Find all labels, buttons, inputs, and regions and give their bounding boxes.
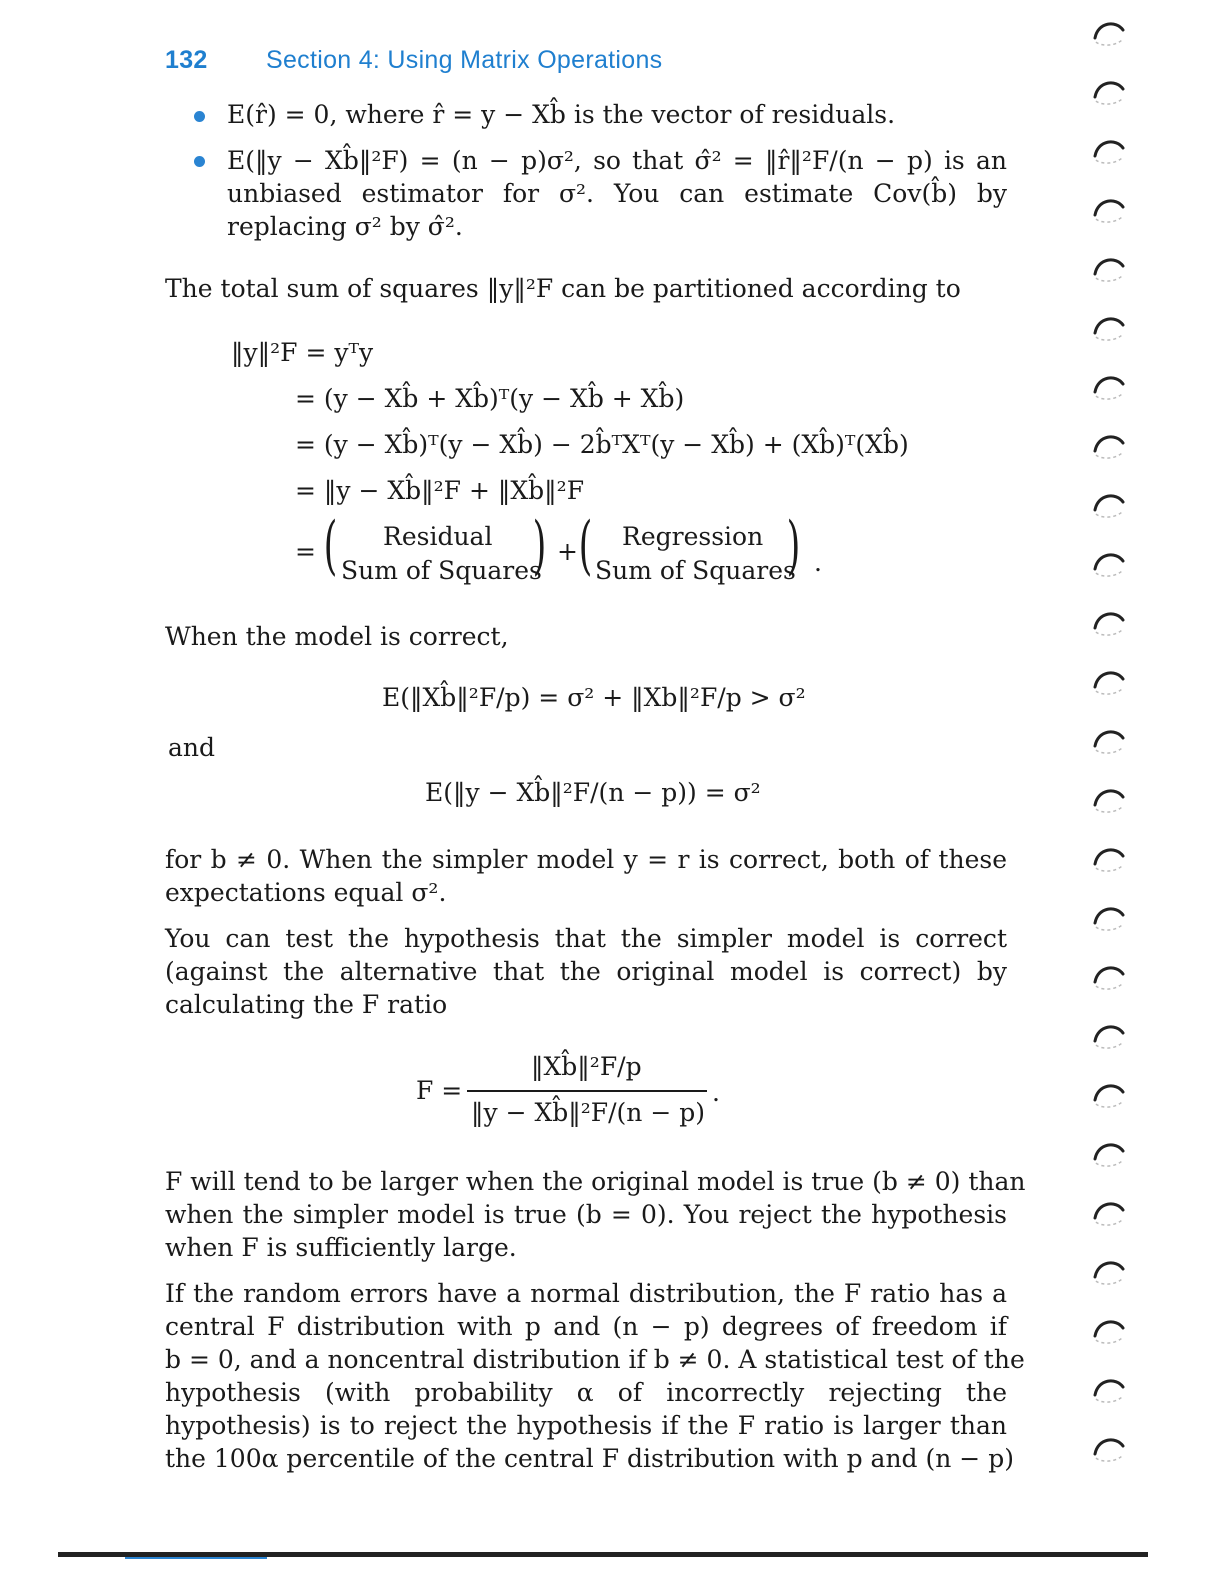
regression-label: Regression <box>622 522 764 551</box>
paragraph-6-line-5: hypothesis) is to reject the hypothesis if the F ratio is larger than <box>165 1411 1007 1440</box>
paragraph-4-line-2: (against the alternative that the original model is correct) by <box>165 957 1007 986</box>
equation-expectation-2: E(‖y − Xb̂‖²F/(n − p)) = σ² <box>425 778 761 807</box>
binding-ring-icon <box>1092 901 1126 935</box>
binding-ring-icon <box>1092 842 1126 876</box>
bottom-accent-rule <box>125 1557 267 1559</box>
binding-ring-icon <box>1092 1019 1126 1053</box>
binding-ring-icon <box>1092 429 1126 463</box>
binding-ring-icon <box>1092 75 1126 109</box>
paragraph-4-line-1: You can test the hypothesis that the simpler model is correct <box>165 924 1007 953</box>
paragraph-6-line-6: the 100α percentile of the central F distribution with p and (n − p) <box>165 1444 1014 1473</box>
binding-ring-icon <box>1092 1432 1126 1466</box>
binding-ring-icon <box>1092 665 1126 699</box>
paragraph-3-line-1: for b ≠ 0. When the simpler model y = r is correct, both of these <box>165 845 1007 874</box>
binding-ring-icon <box>1092 1196 1126 1230</box>
binding-ring-icon <box>1092 1373 1126 1407</box>
binding-ring-icon <box>1092 783 1126 817</box>
equation-expectation-1: E(‖Xb̂‖²F/p) = σ² + ‖Xb‖²F/p > σ² <box>382 683 806 712</box>
paragraph-3-line-2: expectations equal σ². <box>165 878 447 907</box>
section-title: Section 4: Using Matrix Operations <box>266 46 663 74</box>
binding-ring-icon <box>1092 547 1126 581</box>
page-number: 132 <box>165 46 208 74</box>
f-ratio-denominator: ‖y − Xb̂‖²F/(n − p) <box>471 1098 706 1127</box>
plus-sign: + <box>557 537 578 566</box>
bullet-2-line-2: unbiased estimator for σ². You can estimate Cov(b̂) by <box>227 179 1007 208</box>
f-ratio-lhs: F = <box>416 1076 463 1105</box>
paragraph-6-line-4: hypothesis (with probability α of incorrectly rejecting the <box>165 1378 1007 1407</box>
binding-ring-icon <box>1092 724 1126 758</box>
regression-sum-label: Sum of Squares <box>595 556 796 585</box>
right-paren: ) <box>532 509 547 583</box>
paragraph-5-line-1: F will tend to be larger when the original model is true (b ≠ 0) than <box>165 1167 1026 1196</box>
bullet-2-line-3: replacing σ² by σ̂². <box>227 212 463 241</box>
paragraph-5-line-2: when the simpler model is true (b = 0). You reject the hypothesis <box>165 1200 1007 1229</box>
equation-line-4: = ‖y − Xb̂‖²F + ‖Xb̂‖²F <box>295 476 585 505</box>
binding-ring-icon <box>1092 16 1126 50</box>
bullet-icon <box>194 156 205 167</box>
bullet-2-line-1: E(‖y − Xb̂‖²F) = (n − p)σ², so that σ̂² = ‖r̂‖²F/(n − p) is an <box>227 146 1007 175</box>
binding-ring-icon <box>1092 311 1126 345</box>
binding-ring-icon <box>1092 1137 1126 1171</box>
equals-sign: = <box>295 537 316 566</box>
paragraph-4-line-3: calculating the F ratio <box>165 990 448 1019</box>
binding-ring-icon <box>1092 1255 1126 1289</box>
equation-line-2: = (y − Xb̂ + Xb̂)ᵀ(y − Xb̂ + Xb̂) <box>295 384 685 413</box>
binding-ring-icon <box>1092 960 1126 994</box>
paragraph-total-sum: The total sum of squares ‖y‖²F can be partitioned according to <box>165 274 961 303</box>
equation-line-1: ‖y‖²F = yᵀy <box>231 338 374 367</box>
binding-ring-icon <box>1092 488 1126 522</box>
paragraph-model-correct: When the model is correct, <box>165 622 509 651</box>
paragraph-6-line-2: central F distribution with p and (n − p) degrees of freedom if <box>165 1312 1007 1341</box>
residual-label: Residual <box>383 522 493 551</box>
binding-ring-icon <box>1092 252 1126 286</box>
binding-ring-icon <box>1092 1314 1126 1348</box>
bullet-icon <box>194 111 205 122</box>
period: . <box>814 548 822 577</box>
binding-ring-icon <box>1092 370 1126 404</box>
paragraph-5-line-3: when F is sufficiently large. <box>165 1233 517 1262</box>
paragraph-6-line-3: b = 0, and a noncentral distribution if b ≠ 0. A statistical test of the <box>165 1345 1025 1374</box>
paragraph-6-line-1: If the random errors have a normal distribution, the F ratio has a <box>165 1279 1007 1308</box>
binding-ring-icon <box>1092 134 1126 168</box>
period: . <box>712 1078 720 1107</box>
residual-sum-label: Sum of Squares <box>341 556 542 585</box>
left-paren: ( <box>578 509 593 583</box>
equation-line-3: = (y − Xb̂)ᵀ(y − Xb̂) − 2b̂ᵀXᵀ(y − Xb̂) + (Xb̂)ᵀ(Xb̂) <box>295 430 909 459</box>
fraction-bar <box>467 1090 707 1092</box>
right-paren: ) <box>786 509 801 583</box>
binding-ring-icon <box>1092 606 1126 640</box>
bullet-1-text: E(r̂) = 0, where r̂ = y − Xb̂ is the vector of residuals. <box>227 100 896 129</box>
left-paren: ( <box>323 509 338 583</box>
binding-ring-icon <box>1092 193 1126 227</box>
binding-ring-icon <box>1092 1078 1126 1112</box>
word-and: and <box>168 733 216 762</box>
f-ratio-numerator: ‖Xb̂‖²F/p <box>531 1052 642 1081</box>
